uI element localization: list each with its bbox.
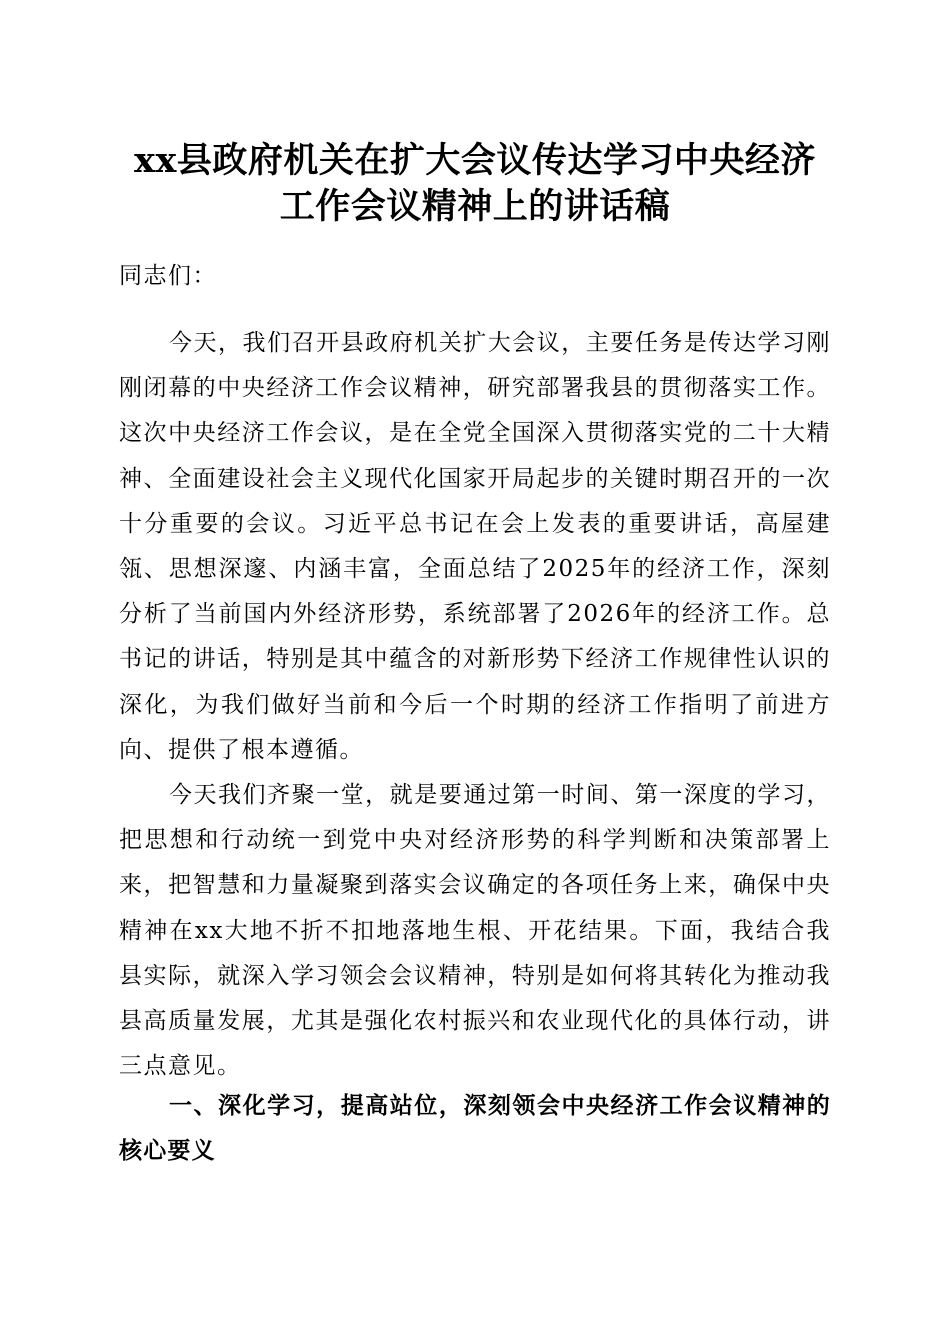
paragraph-2: 今天我们齐聚一堂，就是要通过第一时间、第一深度的学习，把思想和行动统一到党中央对经济形势的科学判断和决策部署上来，把智慧和力量凝聚到落实会议确定的各项任务上来，确保中央精神在xx大地不折不扣地落地生根、开花结果。下面，我结合我县实际，就深入学习领会会议精神，特别是如何将其转化为推动我县高质量发展，尤其是强化农村振兴和农业现代化的具体行动，讲三点意见。 <box>119 782 831 1080</box>
salutation: 同志们： <box>119 263 217 289</box>
document-title-line-2: 工作会议精神上的讲话稿 <box>279 186 671 227</box>
section-heading-1: 一、深化学习，提高站位，深刻领会中央经济工作会议精神的核心要义 <box>119 1093 831 1164</box>
paragraph-1: 今天，我们召开县政府机关扩大会议，主要任务是传达学习刚刚闭幕的中央经济工作会议精神，研究部署我县的贯彻落实工作。这次中央经济工作会议，是在全党全国深入贯彻落实党的二十大精神、全面建设社会主义现代化国家开局起步的关键时期召开的一次十分重要的会议。习近平总书记在会上发表的重要讲话，高屋建瓴、思想深邃、内涵丰富，全面总结了2025年的经济工作，深刻分析了当前国内外经济形势，系统部署了2026年的经济工作。总书记的讲话，特别是其中蕴含的对新形势下经济工作规律性认识的深化，为我们做好当前和今后一个时期的经济工作指明了前进方向、提供了根本遵循。 <box>119 330 831 763</box>
document-title-line-1: xx县政府机关在扩大会议传达学习中央经济 <box>134 140 816 181</box>
